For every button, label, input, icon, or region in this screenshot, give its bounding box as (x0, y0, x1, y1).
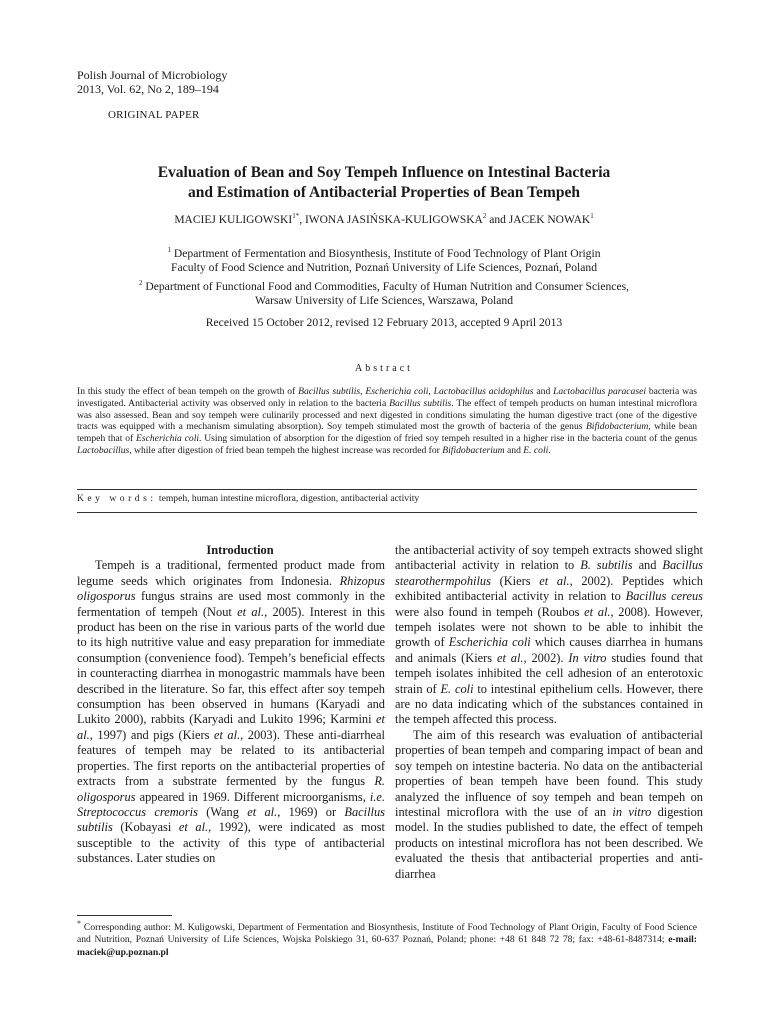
abstract-text: , (428, 386, 434, 397)
affiliation-2-line-2: Warsaw University of Life Sciences, Warszawa, Poland (254, 294, 514, 308)
abstract-species: Bifidobacterium (442, 444, 505, 456)
text-run: to intestinal epithelium cells. However, there are no data indicating which of the substances contained in the tempeh affected this process. (395, 681, 703, 727)
italic-run: et al. (237, 604, 265, 619)
italic-run: et al. (178, 820, 209, 835)
abstract-text: In this study the effect of bean tempeh on the growth of (77, 386, 299, 397)
footnote (77, 918, 697, 959)
italic-run: R. oligosporus (77, 774, 385, 804)
keywords (77, 493, 419, 504)
affiliation-2-line-1 (60, 276, 708, 294)
journal-citation: 2013, Vol. 62, No 2, 189–194 (77, 82, 219, 96)
title-line-1: Evaluation of Bean and Soy Tempeh Influence on Intestinal Bacteria (157, 164, 611, 181)
author-1-affil: 1* (292, 212, 300, 220)
italic-run: et al. (539, 573, 570, 588)
text-run: , 2002). (523, 650, 569, 665)
affiliations (60, 243, 708, 309)
affiliation-1-text: Department of Fermentation and Biosynthesis, Institute of Food Technology of Plant Origin (171, 246, 601, 260)
footnote-text: Corresponding author: M. Kuligowski, Department of Fermentation and Biosynthesis, Institute of Food Technology of Plant Origin, Faculty of Food Science and Nutrition, Poznań University of Life Sciences, Wojska Polskiego 31, 60-637 Poznań, Poland; phone: +48 61 848 72 78; fax: +48-61-8487314; (77, 922, 697, 946)
keywords-rule-top (77, 489, 697, 490)
text-run: , 2005). Interest in this product has been on the rise in various parts of the world due to its high nutritive value and easy preparation for immediate consumption (convenience food). Tempeh’s beneficial effects in counteracting diarrhea in monogastric mammals have been described in the literature. So far, this effect after soy tempeh consumption has been observed in humans (Karyadi and Lukito 2000), rabbits (Karyadi and Lukito 1996; Karmini (77, 604, 386, 727)
footnote-rule (77, 915, 172, 916)
corresponding-email: e-mail: maciek@up.poznan.pl (77, 934, 697, 958)
italic-run: Bacillus subtilis (77, 804, 385, 835)
abstract-species: Escherichia coli (136, 433, 200, 445)
abstract-species: Bifidobacterium (585, 421, 649, 433)
author-list (60, 212, 708, 226)
affiliation-2-text: Department of Functional Food and Commodities, Faculty of Human Nutrition and Consumer Sciences, (142, 279, 630, 293)
abstract-species: Lactobacillus acidophilus (433, 386, 534, 397)
text-run: (Wang (197, 804, 248, 819)
text-run: Tempeh is a traditional, fermented product made from legume seeds which originates from Indonesia. (77, 558, 385, 588)
abstract-text: . (548, 444, 551, 456)
italic-run: et al. (496, 650, 524, 665)
italic-run: In vitro (568, 650, 607, 665)
abstract-text: and (504, 444, 524, 456)
author-2-affil: 2 (482, 212, 487, 220)
paragraph (395, 543, 703, 728)
journal-name: Polish Journal of Microbiology (77, 68, 228, 82)
abstract-text: bacteria was investigated. Antibacterial activity was observed only in relation to the bacteria (77, 386, 697, 409)
affiliation-1-line-1 (60, 243, 708, 261)
text-run: (Kobayasi (112, 820, 179, 835)
text-run: , 1997) and pigs (Kiers (89, 727, 214, 742)
abstract-species: Bacillus subtilis (389, 397, 452, 409)
author-sep-2: and (486, 213, 509, 226)
abstract-species: Lactobacillus (77, 444, 130, 456)
paper-type: ORIGINAL PAPER (108, 109, 200, 121)
author-3-affil: 1 (590, 212, 594, 220)
title-line-2: and Estimation of Antibacterial Properties of Bean Tempeh (188, 184, 580, 201)
author-2: IWONA JASIŃSKA-KULIGOWSKA (304, 213, 483, 226)
abstract-species: E. coli (523, 444, 549, 456)
italic-run: et al. (247, 804, 278, 819)
footnote-mark: * (77, 919, 81, 928)
body-column-right (395, 543, 703, 882)
text-run: , 2003). These anti-diarrheal features of tempeh may be related to its antibacterial properties. The first reports on the antibacterial properties of extracts from a substrate fermented by the fungus (77, 727, 385, 789)
text-run: The aim of this research was evaluation of antibacterial properties of bean tempeh and comparing impact of bean and soy tempeh on intestine bacteria. No data on the antibacterial properties of bean tempeh have been found. This study analyzed the influence of soy tempeh and bean tempeh on intestinal microflora with the use of an (395, 727, 703, 819)
affiliation-1-mark: 1 (167, 246, 171, 254)
affiliation-1-line-2: Faculty of Food Science and Nutrition, Poznań University of Life Sciences, Poznań, Poland (171, 261, 597, 275)
abstract-text: and (533, 386, 554, 397)
keywords-rule-bottom (77, 512, 697, 513)
text-run: were also found in tempeh (Roubos (395, 604, 585, 619)
author-sep-1: , (299, 213, 305, 226)
section-heading-introduction: Introduction (206, 543, 274, 557)
abstract-heading: Abstract (355, 363, 413, 374)
italic-run: E. coli (440, 681, 474, 696)
text-run: (Kiers (490, 573, 540, 588)
abstract-text: . Using simulation of absorption for the digestion of fried soy tempeh resulted in a higher rise in the bacteria count of the genus (199, 433, 697, 445)
abstract-species: Escherichia coli (365, 386, 429, 397)
text-run: , 1969) or (277, 804, 345, 819)
keywords-text: tempeh, human intestine microflora, digestion, antibacterial activity (156, 493, 420, 504)
text-run: studies found that tempeh isolates inhibited the cell adhesion of an enterotoxic strain of (395, 650, 703, 696)
italic-run: in vitro (612, 804, 652, 819)
abstract-text: . The effect of tempeh products on human intestinal microflora was also assessed. Bean and soy tempeh were culinarily processed and next digested in conditions simulating the human digestive tract (one of the digestive tracts was equipped with a mechanism simulating absorption). Soy tempeh stimulated most the growth of bacteria of the genus (77, 397, 697, 433)
abstract-text: , (360, 386, 366, 397)
italic-run: et al. (77, 712, 385, 742)
abstract-species: Lactobacillus paracasei (553, 386, 647, 397)
text-run: , 2008). However, tempeh isolates were not shown to be able to inhibit the growth of (395, 604, 703, 650)
text-run: which causes diarrhea in humans and animals (Kiers (395, 635, 703, 665)
text-run: the antibacterial activity of soy tempeh extracts showed slight antibacterial activity in relation to (395, 543, 703, 573)
italic-run: Bacillus stearothermpohilus (395, 558, 703, 588)
italic-run: B. subtilis (580, 558, 633, 573)
abstract-body (77, 386, 697, 457)
author-3: JACEK NOWAK (508, 213, 591, 226)
author-1: MACIEJ KULIGOWSKI (174, 213, 293, 226)
italic-run: et al. (213, 727, 241, 742)
text-run: appeared in 1969. Different microorganisms, (135, 789, 370, 804)
italic-run: Escherichia coli (448, 635, 531, 650)
italic-run: i.e. Streptococcus cremoris (77, 789, 385, 819)
journal-header (77, 68, 227, 96)
text-run: , 1992), were indicated as most susceptible to the activity of this type of antibacterial substances. Later studies on (77, 820, 385, 866)
italic-run: et al. (584, 604, 611, 619)
italic-run: Rhizopus oligosporus (77, 573, 385, 604)
abstract-species: Bacillus subtilis (298, 386, 361, 397)
text-run: and (632, 558, 663, 573)
received-dates: Received 15 October 2012, revised 12 February 2013, accepted 9 April 2013 (205, 316, 563, 329)
text-run: fungus strains are used most commonly in the fermentation of tempeh (Nout (77, 589, 385, 619)
paper-title (60, 163, 708, 203)
text-run: , 2002). Peptides which exhibited antibacterial activity in relation to (395, 573, 703, 604)
text-run: digestion model. In the studies published to date, the effect of tempeh products on intestinal microflora has not been described. We evaluated the thesis that antibacterial properties and anti-diarrhea (395, 804, 703, 881)
abstract-text: , while bean tempeh that of (77, 421, 697, 445)
italic-run: Bacillus cereus (625, 589, 703, 604)
keywords-label: Key words: (77, 493, 157, 504)
body-column-left (77, 543, 385, 867)
affiliation-2-mark: 2 (138, 278, 143, 287)
paragraph (395, 728, 703, 882)
paragraph (77, 558, 385, 866)
abstract-text: , while after digestion of fried bean tempeh the highest increase was recorded for (129, 444, 443, 456)
